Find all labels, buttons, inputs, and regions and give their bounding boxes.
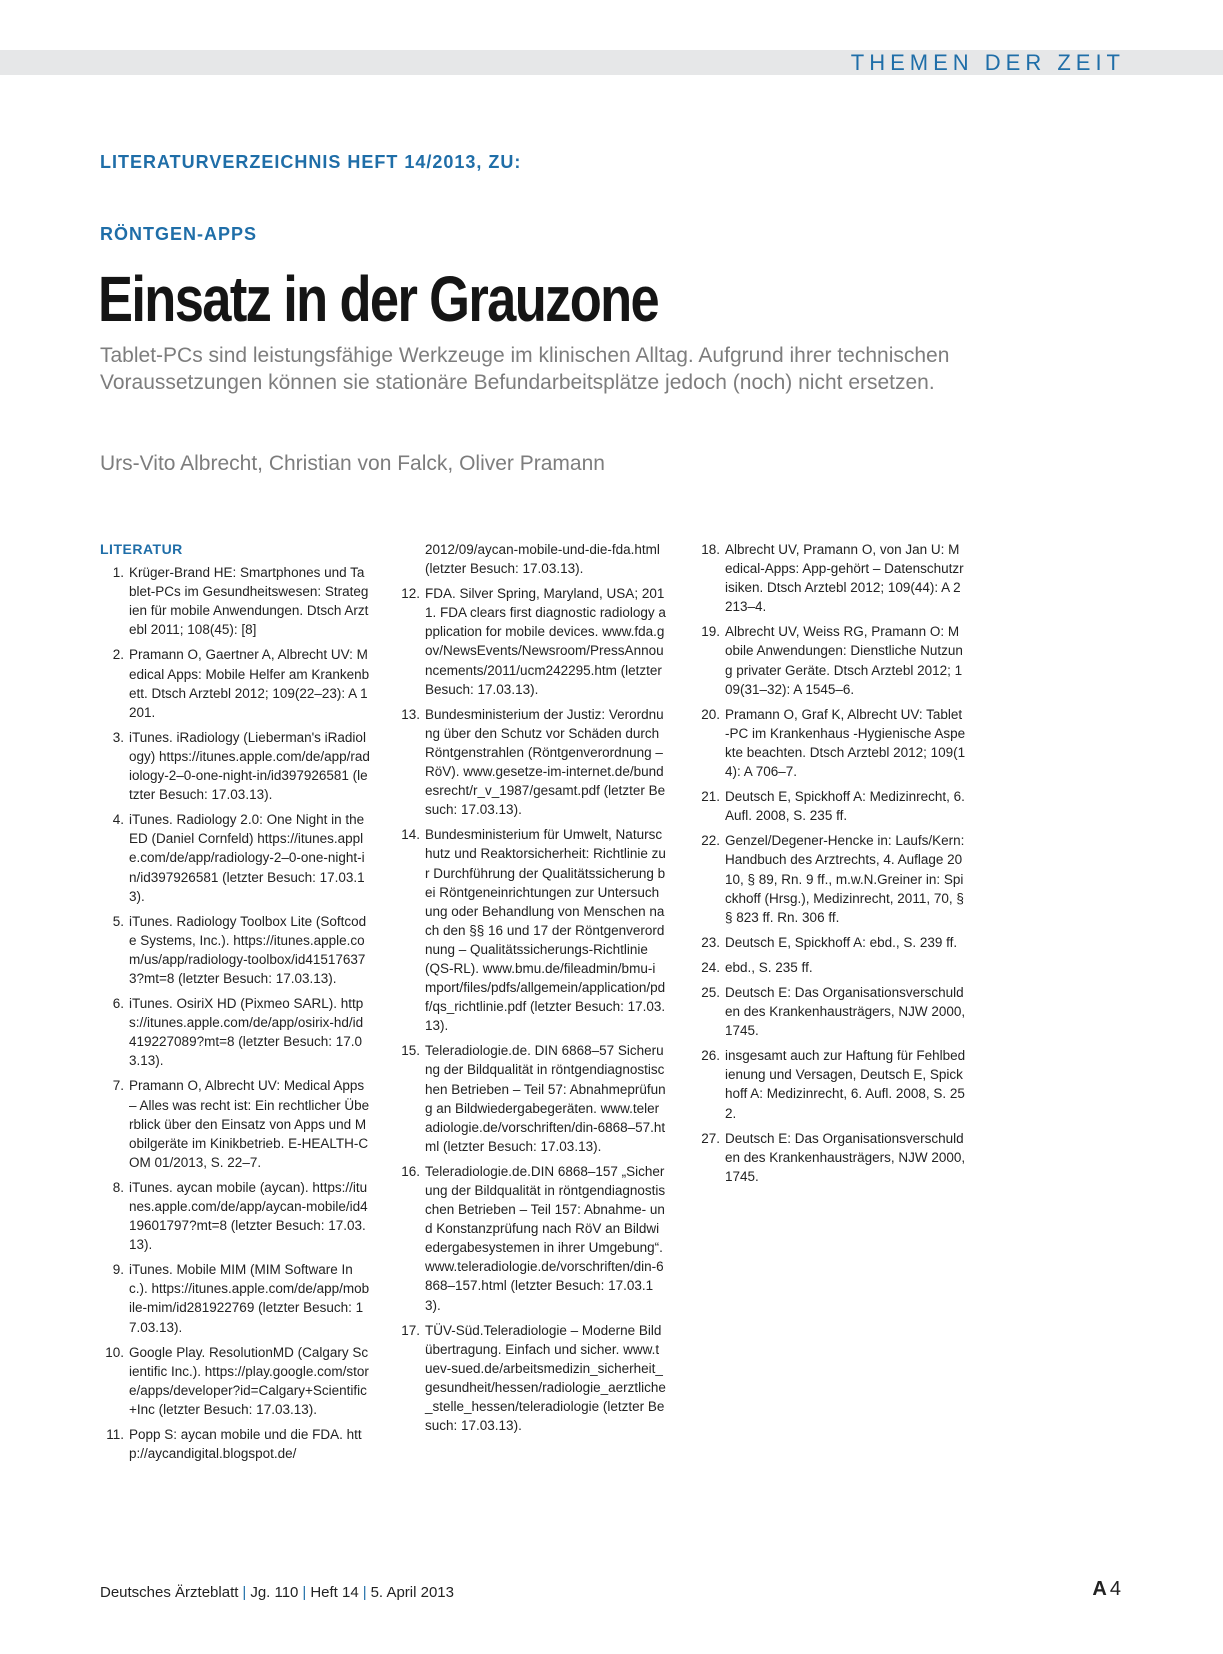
authors: Urs-Vito Albrecht, Christian von Falck, Oliver Pramann [100,452,605,475]
reference-item [396,705,666,820]
page-number [1092,1578,1121,1601]
reference-number: 15. [401,1043,420,1059]
reference-text: Bundesministerium der Justiz: Verordnung über den Schutz vor Schäden durch Röntgenstrahlen (Röntgenverordnung – RöV). www.gesetze-im-internet.de/bundesrecht/r_v_1987/gesamt.pdf (letzter Besuch: 17.03.13). [425,706,666,818]
reference-item [100,1178,370,1254]
reference-text: iTunes. Mobile MIM (MIM Software Inc.). https://itunes.apple.com/de/app/mobile-mim/id281922769 (letzter Besuch: 17.03.13). [129,1262,370,1335]
reference-text: iTunes. Radiology Toolbox Lite (Softcode Systems, Inc.). https://itunes.apple.com/us/app/radiology-toolbox/id415176373?mt=8 (letzter Besuch: 17.03.13). [129,913,367,986]
reference-number: 3. [112,729,124,745]
references-column-1 [100,540,370,1469]
separator: | [362,1584,367,1601]
journal-name: Deutsches Ärzteblatt [100,1584,239,1601]
reference-number: 6. [112,996,124,1012]
separator: | [302,1584,307,1601]
reference-number: 25. [701,984,720,1000]
reference-item [100,645,370,721]
reference-text: Genzel/Degener-Hencke in: Laufs/Kern: Handbuch des Arztrechts, 4. Auflage 2010, § 89, Rn. 9 ff., m.w.N.Greiner in: Spickhoff (Hrsg.), Medizinrecht, 2011, 70, §§ 823 ff. Rn. 306 ff. [725,833,965,925]
reference-text: Deutsch E: Das Organisationsverschulden des Krankenhausträgers, NJW 2000, 1745. [725,1130,966,1184]
volume: Jg. 110 [250,1584,299,1601]
reference-item [696,1129,966,1186]
reference-number: 4. [112,812,124,828]
reference-item [396,1321,666,1436]
reference-text: iTunes. aycan mobile (aycan). https://itunes.apple.com/de/app/aycan-mobile/id419601797?mt=8 (letzter Besuch: 17.03.13). [129,1179,368,1253]
reference-text: Albrecht UV, Pramann O, von Jan U: Medical-Apps: App-gehört – Datenschutzrisiken. Dtsch Arztebl 2012; 109(44): A 2213–4. [725,542,964,615]
references-column-2 [396,540,666,1441]
reference-text: Krüger-Brand HE: Smartphones und Tablet-PCs im Gesundheitswesen: Strategien für mobile Anwendungen. Dtsch Arztebl 2011; 108(45): [8] [129,565,369,638]
reference-text: iTunes. OsiriX HD (Pixmeo SARL). https://itunes.apple.com/de/app/osirix-hd/id419227089?mt=8 (letzter Besuch: 17.03.13). [129,996,364,1069]
reference-text: FDA. Silver Spring, Maryland, USA; 2011. FDA clears first diagnostic radiology application for mobile devices. www.fda.gov/NewsEvents/Newsroom/PressAnnouncements/2011/ucm242295.htm (letzter Besuch: 17.03.13). [425,586,666,697]
reference-number: 17. [401,1322,420,1338]
reference-number: 23. [701,934,720,950]
reference-item [100,994,370,1070]
page-number-value: 4 [1109,1578,1121,1600]
separator: | [242,1584,247,1601]
reference-item [696,705,966,781]
reference-item [100,1076,370,1171]
topic-label: RÖNTGEN-APPS [100,224,258,244]
reference-number: 8. [112,1179,124,1195]
reference-item [100,563,370,639]
reference-number: 24. [701,959,720,975]
reference-text: Teleradiologie.de.DIN 6868–157 „Sicherung der Bildqualität in röntgendiagnostischen Betrieben – Teil 157: Abnahme- und Konstanzprüfung nach RöV an Bildwiedergabesystemen in ihrer Umgebung“. www.teleradiologie.de/vorschriften/din-6868–157.html (letzter Besuch: 17.03.13). [425,1163,666,1313]
reference-item [100,810,370,905]
reference-text: Teleradiologie.de. DIN 6868–57 Sicherung der Bildqualität in röntgendiagnostischen Betrieben – Teil 57: Abnahmeprüfung an Bildwiedergabegeräten. www.teleradiologie.de/vorschriften/din-6868–57.html (letzter Besuch: 17.03.13). [425,1043,666,1154]
reference-number: 5. [112,913,124,929]
reference-item [100,1425,370,1463]
reference-number: 7. [112,1078,124,1094]
kicker: LITERATURVERZEICHNIS HEFT 14/2013, ZU: [100,152,522,172]
reference-number: 9. [112,1262,124,1278]
reference-number: 20. [701,706,720,722]
reference-number: 12. [401,586,420,602]
issue-date: 5. April 2013 [370,1584,454,1601]
reference-item [696,983,966,1040]
reference-item [100,1343,370,1419]
reference-item [100,912,370,988]
reference-text: Bundesministerium für Umwelt, Naturschutz und Reaktorsicherheit: Richtlinie zur Durchführung der Qualitätssicherung bei Röntgeneinrichtungen zur Untersuchung oder Behandlung von Menschen nach den §§ 16 und 17 der Röntgenverordnung – Qualitätssicherungs-Richtlinie (QS-RL). www.bmu.de/fileadmin/bmu-import/files/pdfs/allgemein/application/pdf/qs_richtlinie.pdf (letzter Besuch: 17.03.13). [425,827,666,1034]
reference-text: iTunes. Radiology 2.0: One Night in the ED (Daniel Cornfeld) https://itunes.apple.com/de/app/radiology-2–0-one-night-in/id397926581 (letzter Besuch: 17.03.13). [129,812,365,904]
reference-number: 16. [401,1163,420,1179]
reference-item [696,831,966,926]
literature-heading: LITERATUR [100,541,183,557]
reference-number: 27. [701,1130,720,1146]
reference-text: Pramann O, Gaertner A, Albrecht UV: Medical Apps: Mobile Helfer am Krankenbett. Dtsch Arztebl 2012; 109(22–23): A 1201. [129,647,370,720]
reference-text: insgesamt auch zur Haftung für Fehlbedienung und Versagen, Deutsch E, Spickhoff A: Medizinrecht, 6. Aufl. 2008, S. 252. [725,1048,966,1121]
reference-item [696,622,966,698]
reference-item [696,787,966,825]
reference-text: Popp S: aycan mobile und die FDA. http://aycandigital.blogspot.de/ [129,1427,362,1462]
reference-text: Pramann O, Graf K, Albrecht UV: Tablet-PC im Krankenhaus -Hygienische Aspekte beachten. Dtsch Arztebl 2012; 109(14): A 706–7. [725,706,966,780]
reference-text: TÜV-Süd.Teleradiologie – Moderne Bildübertragung. Einfach und sicher. www.tuev-sued.de/arbeitsmedizin_sicherheit_gesundheit/hessen/radiologie_aerztliche_stelle_hessen/teleradiologie (letzter Besuch: 17.03.13). [425,1322,666,1434]
reference-item [396,1041,666,1156]
reference-number: 13. [401,706,420,722]
reference-item [696,1046,966,1122]
reference-item [396,825,666,1035]
reference-number: 21. [701,789,720,805]
reference-text: ebd., S. 235 ff. [725,959,813,975]
reference-item [396,584,666,699]
reference-text: Deutsch E, Spickhoff A: ebd., S. 239 ff. [725,934,958,950]
reference-item [696,958,966,977]
references-column-3 [696,540,966,1192]
reference-text: Deutsch E: Das Organisationsverschulden des Krankenhausträgers, NJW 2000, 1745. [725,984,966,1039]
reference-item [100,1260,370,1336]
reference-number: 19. [701,624,720,640]
reference-number: 10. [105,1344,124,1360]
reference-text: Albrecht UV, Weiss RG, Pramann O: Mobile Anwendungen: Dienstliche Nutzung privater Geräte. Dtsch Arztebl 2012; 109(31–32): A 1545–6. [725,624,963,697]
reference-number: 18. [701,542,720,557]
section-label: THEMEN DER ZEIT [850,50,1125,75]
reference-text: iTunes. iRadiology (Lieberman's iRadiology) https://itunes.apple.com/de/app/radiology-2–0-one-night-in/id397926581 (letzter Besuch: 17.03.13). [129,729,370,803]
page-title: Einsatz in der Grauzone [98,263,659,335]
reference-number: 11. [106,1427,124,1443]
reference-number: 2. [112,647,124,663]
reference-text: Google Play. ResolutionMD (Calgary Scientific Inc.). https://play.google.com/store/apps/developer?id=Calgary+Scientific+Inc (letzter Besuch: 17.03.13). [129,1344,369,1417]
reference-number: 1. [112,565,124,581]
reference-text: Pramann O, Albrecht UV: Medical Apps – Alles was recht ist: Ein rechtlicher Überblick über den Einsatz von Apps und Mobilgeräte im Kinikbetrieb. E-HEALTH-COM 01/2013, S. 22–7. [129,1078,370,1170]
reference-item [396,1162,666,1315]
reference-number: 14. [401,827,420,843]
page-prefix: A [1092,1578,1107,1600]
footer [100,1584,454,1601]
reference-item [100,728,370,804]
issue: Heft 14 [310,1584,359,1601]
reference-text: Deutsch E, Spickhoff A: Medizinrecht, 6. Aufl. 2008, S. 235 ff. [725,789,965,824]
reference-number: 26. [701,1048,720,1064]
lead-paragraph: Tablet-PCs sind leistungsfähige Werkzeuge im klinischen Alltag. Aufgrund ihrer technischen Voraussetzungen können sie stationäre Befundarbeitsplätze jedoch (noch) nicht ersetzen. [100,344,950,394]
reference-number: 22. [701,833,720,849]
reference-item [696,933,966,952]
reference-item [696,540,966,616]
reference-continuation: 2012/09/aycan-mobile-und-die-fda.html (letzter Besuch: 17.03.13). [425,542,660,577]
